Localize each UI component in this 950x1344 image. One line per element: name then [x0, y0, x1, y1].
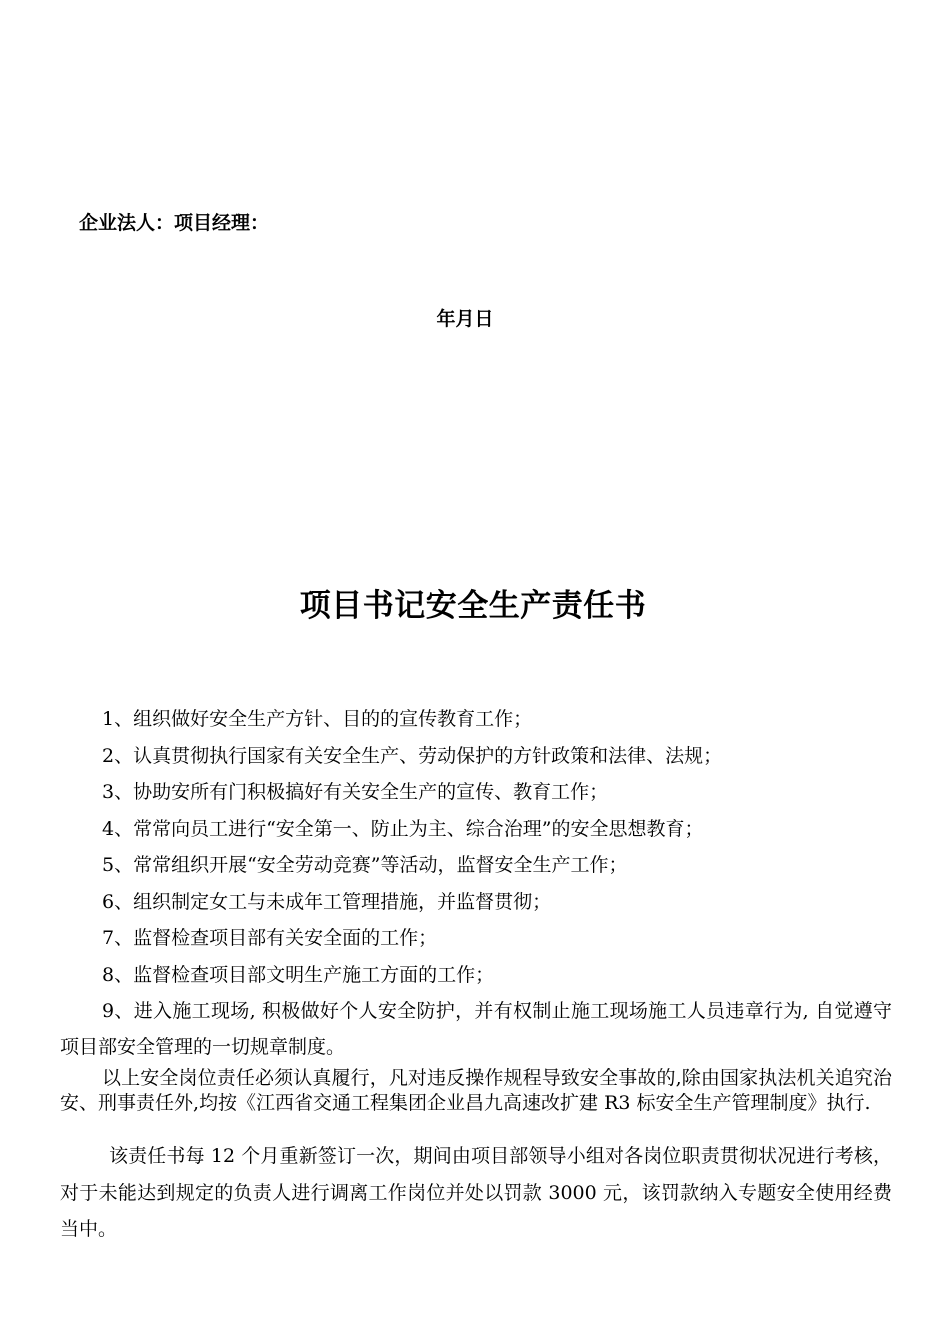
body-paragraph-renewal: 该责任书每 12 个月重新签订一次，期间由项目部领导小组对各岗位职责贯彻状况进行考核，对于未能达到规定的负责人进行调离工作岗位并处以罚款 3000 元，该罚款纳入专题安全使用经费当中。	[60, 1145, 892, 1240]
body-paragraph-enforcement: 以上安全岗位责任必须认真履行，凡对违反操作规程导致安全事故的,除由国家执法机关追究治安、刑事责任外,均按《江西省交通工程集团企业昌九高速改扩建 R3 标安全生产管理制度》执行.	[60, 1067, 892, 1114]
list-item: 4、常常向员工进行“安全第一、防止为主、综合治理”的安全思想教育；	[102, 817, 704, 840]
date-line: 年月日	[436, 308, 494, 330]
list-item: 1、组织做好安全生产方针、目的的宣传教育工作；	[102, 708, 533, 730]
list-item: 3、协助安所有门积极搞好有关安全生产的宣传、教育工作；	[102, 781, 609, 803]
list-item: 7、监督检查项目部有关安全面的工作；	[102, 927, 438, 949]
list-item: 2、认真贯彻执行国家有关安全生产、劳动保护的方针政策和法律、法规；	[102, 744, 723, 767]
list-item: 8、监督检查项目部文明生产施工方面的工作；	[102, 963, 495, 986]
responsibility-list	[60, 701, 892, 1065]
list-item: 9、进入施工现场, 积极做好个人安全防护，并有权制止施工现场施工人员违章行为, 自觉遵守项目部安全管理的一切规章制度。	[60, 1000, 892, 1058]
document-title: 项目书记安全生产责任书	[299, 588, 647, 624]
signature-line: 企业法人：项目经理：	[79, 212, 270, 234]
list-item: 6、组织制定女工与未成年工管理措施，并监督贯彻；	[102, 890, 552, 913]
list-item: 5、常常组织开展“安全劳动竞赛”等活动，监督安全生产工作；	[102, 854, 628, 876]
